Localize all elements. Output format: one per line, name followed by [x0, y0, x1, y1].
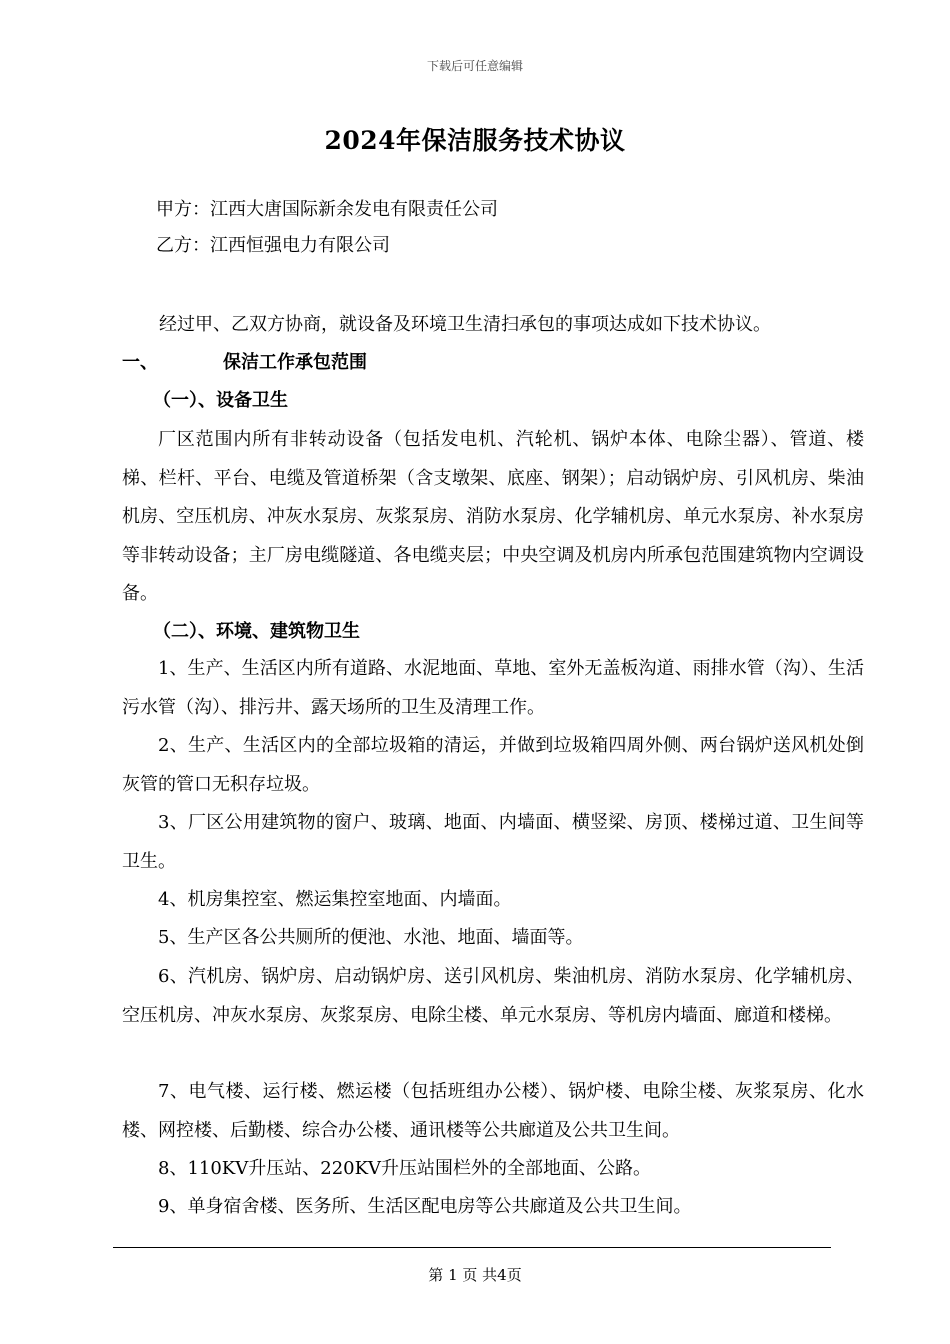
intro-paragraph: 经过甲、乙双方协商，就设备及环境卫生清扫承包的事项达成如下技术协议。 [159, 314, 771, 335]
list-item: 9、单身宿舍楼、医务所、生活区配电房等公共廊道及公共卫生间。 [158, 1196, 692, 1217]
list-item: 7、电气楼、运行楼、燃运楼（包括班组办公楼）、锅炉楼、电除尘楼、灰浆泵房、化水楼、网控楼、后勤楼、综合办公楼、通讯楼等公共廊道及公共卫生间。 [122, 1081, 864, 1141]
document-title: 2024年保洁服务技术协议 [324, 126, 626, 155]
list-item: 4、机房集控室、燃运集控室地面、内墙面。 [158, 889, 512, 910]
subsection-heading-environment: （二）、环境、建筑物卫生 [153, 621, 360, 642]
list-item: 8、110KV升压站、220KV升压站围栏外的全部地面、公路。 [158, 1158, 652, 1179]
header-note: 下载后可任意编辑 [426, 59, 523, 73]
section-number: 一、 [122, 352, 158, 373]
footer-divider [113, 1247, 831, 1248]
party-a: 甲方：江西大唐国际新余发电有限责任公司 [156, 199, 498, 220]
equipment-paragraph: 厂区范围内所有非转动设备（包括发电机、汽轮机、锅炉本体、电除尘器）、管道、楼梯、栏杆、平台、电缆及管道桥架（含支墩架、底座、钢架）；启动锅炉房、引风机房、柴油机房、空压机房、冲灰水泵房、灰浆泵房、消防水泵房、化学辅机房、单元水泵房、补水泵房等非转动设备；主厂房电缆隧道、各电缆夹层；中央空调及机房内所承包范围建筑物内空调设备。 [122, 429, 864, 604]
party-b: 乙方：江西恒强电力有限公司 [156, 235, 390, 256]
list-item: 6、汽机房、锅炉房、启动锅炉房、送引风机房、柴油机房、消防水泵房、化学辅机房、空压机房、冲灰水泵房、灰浆泵房、电除尘楼、单元水泵房、等机房内墙面、廊道和楼梯。 [122, 966, 864, 1026]
list-item: 2、生产、生活区内的全部垃圾箱的清运，并做到垃圾箱四周外侧、两台锅炉送风机处倒灰管的管口无积存垃圾。 [122, 735, 864, 795]
section-title: 保洁工作承包范围 [223, 352, 367, 373]
page-number: 第 1 页 共4页 [428, 1266, 522, 1284]
subsection-heading-equipment: （一）、设备卫生 [153, 390, 288, 411]
list-item: 1、生产、生活区内所有道路、水泥地面、草地、室外无盖板沟道、雨排水管（沟）、生活污水管（沟）、排污井、露天场所的卫生及清理工作。 [122, 658, 864, 718]
list-item: 3、厂区公用建筑物的窗户、玻璃、地面、内墙面、横竖梁、房顶、楼梯过道、卫生间等卫生。 [122, 812, 864, 872]
list-item: 5、生产区各公共厕所的便池、水池、地面、墙面等。 [158, 927, 584, 948]
